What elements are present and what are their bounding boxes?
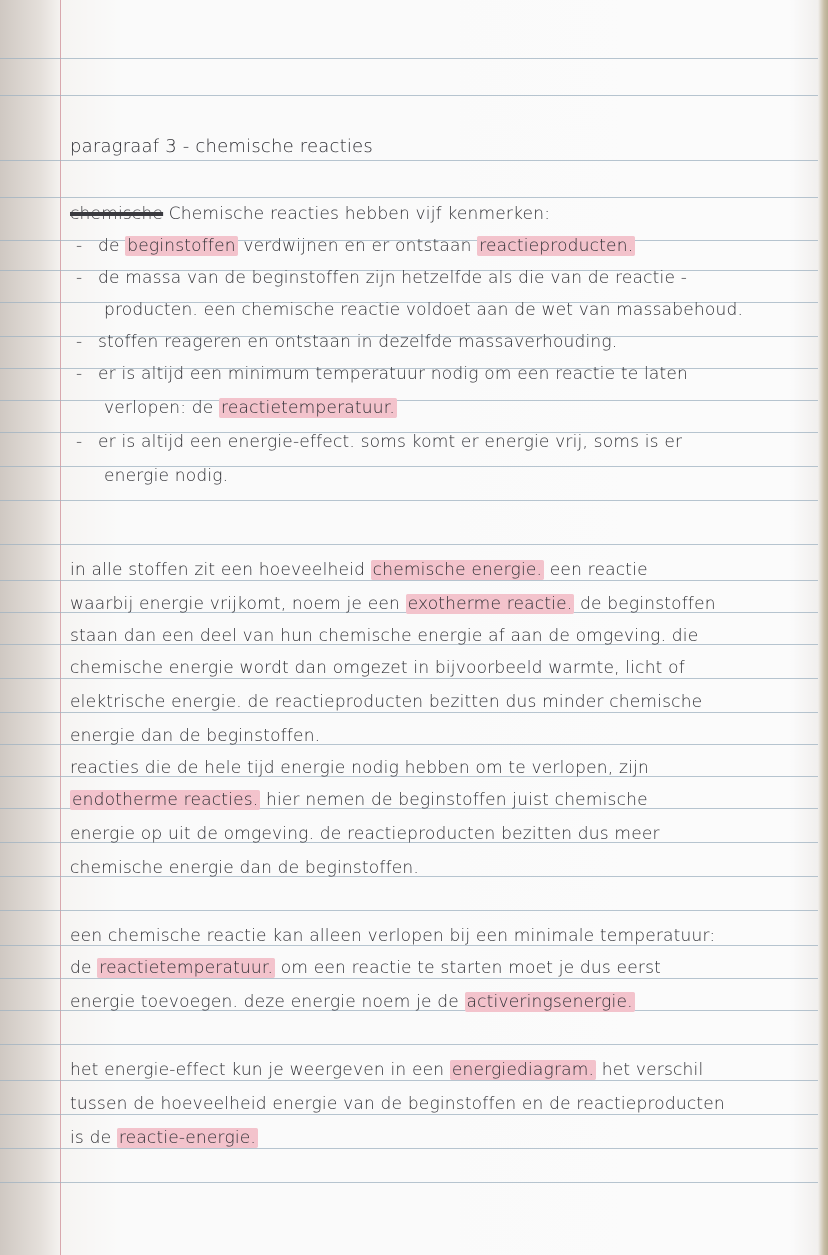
- text-line: [70, 658, 685, 678]
- highlighted-term: reactietemperatuur.: [99, 958, 274, 978]
- highlighted-term: reactietemperatuur.: [221, 398, 395, 418]
- bullet-dash: -: [76, 364, 83, 384]
- text-segment: verdwijnen en er ontstaan: [237, 236, 478, 256]
- text-segment: chemische energie wordt dan omgezet in bijvoorbeeld warmte, licht of: [70, 658, 685, 678]
- text-line: [70, 926, 715, 946]
- text-line: [76, 364, 688, 384]
- text-segment: de: [98, 236, 126, 256]
- highlighted-term: activeringsenergie.: [466, 992, 633, 1012]
- text-segment: reacties die de hele tijd energie nodig hebben om te verlopen, zijn: [70, 758, 649, 778]
- text-segment: elektrische energie. de reactieproducten bezitten dus minder chemische: [70, 692, 703, 712]
- bullet-dash: -: [76, 236, 83, 256]
- text-segment: is de: [70, 1128, 117, 1148]
- text-segment: verlopen: de: [104, 398, 220, 418]
- text-segment: staan dan een deel van hun chemische energie af aan de omgeving. die: [70, 626, 699, 646]
- text-line: [70, 692, 702, 712]
- text-segment: energie op uit de omgeving. de reactieproducten bezitten dus meer: [70, 824, 660, 844]
- highlighted-term: endotherme reacties.: [72, 790, 259, 810]
- text-segment: om een reactie te starten moet je dus eerst: [275, 958, 661, 978]
- bullet-dash: -: [76, 268, 83, 288]
- text-segment: producten. een chemische reactie voldoet aan de wet van massabehoud.: [104, 300, 744, 320]
- highlighted-term: chemische energie.: [372, 560, 543, 580]
- text-line: [76, 268, 687, 288]
- text-segment: hier nemen de beginstoffen juist chemische: [260, 790, 648, 810]
- bullet-dash: -: [76, 432, 83, 452]
- text-line: [70, 858, 419, 878]
- text-segment: de massa van de beginstoffen zijn hetzelfde als die van de reactie -: [98, 268, 688, 288]
- text-line: [70, 958, 661, 978]
- text-segment: de: [70, 958, 98, 978]
- text-line: [70, 1094, 725, 1114]
- text-line: [70, 992, 635, 1012]
- text-segment: energie dan de beginstoffen.: [70, 726, 321, 746]
- text-line: [76, 332, 617, 352]
- text-line: [70, 726, 320, 746]
- highlighted-term: exotherme reactie.: [407, 594, 573, 614]
- intro-text: Chemische reacties hebben vijf kenmerken:: [168, 204, 551, 224]
- text-line: [70, 790, 648, 810]
- text-segment: in alle stoffen zit een hoeveelheid: [70, 560, 371, 580]
- bullet-dash: -: [76, 332, 83, 352]
- text-line: [70, 824, 660, 844]
- text-segment: de beginstoffen: [574, 594, 716, 614]
- text-segment: waarbij energie vrijkomt, noem je een: [70, 594, 406, 614]
- page-title: paragraaf 3 - chemische reacties: [70, 136, 373, 157]
- text-segment: energie nodig.: [104, 466, 229, 486]
- text-segment: tussen de hoeveelheid energie van de beginstoffen en de reactieproducten: [70, 1094, 725, 1114]
- text-segment: energie toevoegen. deze energie noem je de: [70, 992, 465, 1012]
- text-segment: een reactie: [544, 560, 648, 580]
- text-segment: chemische energie dan de beginstoffen.: [70, 858, 419, 878]
- struck-word: chemische: [70, 204, 164, 224]
- text-segment: er is altijd een minimum temperatuur nodig om een reactie te laten: [98, 364, 689, 384]
- text-line: [76, 236, 635, 256]
- text-segment: een chemische reactie kan alleen verlopen bij een minimale temperatuur:: [70, 926, 716, 946]
- highlighted-term: reactieproducten.: [479, 236, 634, 256]
- highlighted-term: reactie-energie.: [118, 1128, 257, 1148]
- highlighted-term: beginstoffen: [127, 236, 236, 256]
- text-segment: er is altijd een energie-effect. soms komt er energie vrij, soms is er: [98, 432, 683, 452]
- intro-line: [70, 204, 550, 224]
- text-line: [70, 758, 649, 778]
- text-line: [104, 300, 743, 320]
- text-line: [76, 432, 682, 452]
- text-line: [104, 466, 228, 486]
- text-line: [70, 1128, 258, 1148]
- text-line: [70, 1060, 703, 1080]
- text-segment: stoffen reageren en ontstaan in dezelfde massaverhouding.: [98, 332, 618, 352]
- text-line: [70, 626, 698, 646]
- text-line: [70, 594, 716, 614]
- text-segment: het verschil: [596, 1060, 704, 1080]
- highlighted-term: energiediagram.: [451, 1060, 595, 1080]
- text-segment: het energie-effect kun je weergeven in een: [70, 1060, 450, 1080]
- text-line: [104, 398, 397, 418]
- text-line: [70, 560, 648, 580]
